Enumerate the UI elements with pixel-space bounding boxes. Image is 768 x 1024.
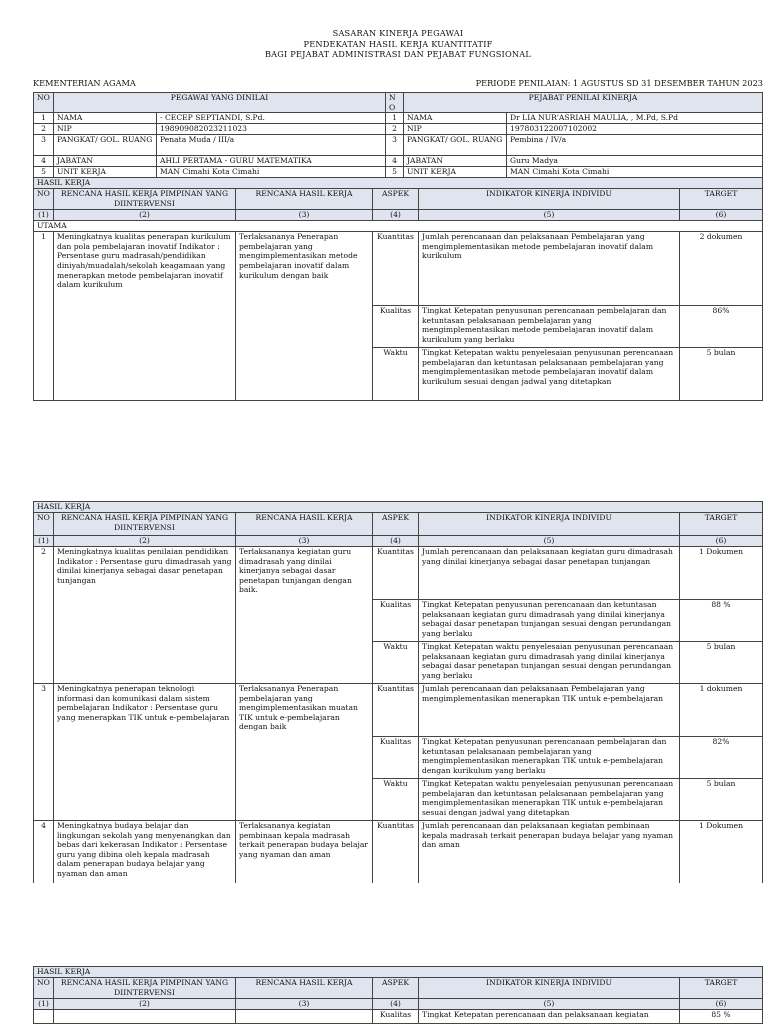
item-indikator: Jumlah perencanaan dan pelaksanaan kegiatan guru dimadrasah yang dinilai kinerjanya sebagai dasar penetapan tunjangan	[419, 547, 680, 600]
item-indikator: Tingkat Ketepatan waktu penyelesaian penyusunan perencanaan pembelajaran dan ketuntasan pelaksanaan pembelajaran yang mengimplementasikan metode pembelajaran inovatif dalam kurikulum sesuai dengan jadwal yang ditetapkan	[419, 348, 680, 401]
col-pimpinan: RENCANA HASIL KERJA PIMPINAN YANG DIINTERVENSI	[54, 978, 236, 999]
item-indikator: Tingkat Ketepatan penyusunan perencanaan dan ketuntasan pelaksanaan kegiatan guru dimadrasah yang dinilai kinerjanya sebagai dasar penetapan tunjangan sesuai dengan perundangan yang berlaku	[419, 600, 680, 642]
agency-label: KEMENTERIAN AGAMA	[33, 78, 136, 88]
col-num: (6)	[680, 999, 763, 1010]
item-target: 82%	[680, 737, 763, 779]
row-label: UNIT KERJA	[54, 167, 157, 178]
col-no: NO	[34, 978, 54, 999]
item-indikator: Tingkat Ketepatan penyusunan perencanaan pembelajaran dan ketuntasan pelaksanaan pembelajaran yang mengimplementasikan menerapkan TIK untuk e-pembelajaran dengan kurikulum yang berlaku	[419, 737, 680, 779]
item-indikator: Jumlah perencanaan dan pelaksanaan Pembelajaran yang mengimplementasikan metode pembelajaran inovatif dalam kurikulum	[419, 232, 680, 306]
item-rencana: Terlaksananya Penerapan pembelajaran yang mengimplementasikan metode pembelajaran inovatif dalam kurikulum dengan baik	[236, 232, 373, 401]
evaluated-header: PEGAWAI YANG DINILAI	[54, 93, 386, 113]
row-no: 5	[386, 167, 404, 178]
col-no: NO	[34, 189, 54, 210]
item-aspek: Kualitas	[373, 306, 419, 348]
item-target: 1 Dokumen	[680, 821, 763, 883]
col-target: TARGET	[680, 978, 763, 999]
item-indikator: Tingkat Ketepatan perencanaan dan pelaksanaan kegiatan	[419, 1010, 680, 1024]
item-aspek: Kuantitas	[373, 684, 419, 737]
col-num: (1)	[34, 536, 54, 547]
col-num: (5)	[419, 210, 680, 221]
evaluator-value: Guru Madya	[507, 156, 763, 167]
item-pimpinan: Meningkatnya kualitas penerapan kurikulum dan pola pembelajaran inovatif Indikator : Persentase guru madrasah/pendidikan diniyah/muadalah/sekolah keagamaan yang menerapkan metode pembelajaran inovatif dalam kurikulum	[54, 232, 236, 401]
row-label: PANGKAT/ GOL. RUANG	[54, 135, 157, 156]
col-aspek: ASPEK	[373, 978, 419, 999]
row-label: NIP	[404, 124, 507, 135]
col-num: (1)	[34, 999, 54, 1010]
item-indikator: Tingkat Ketepatan waktu penyelesaian penyusunan perencanaan pelaksanaan kegiatan guru dimadrasah yang dinilai kinerjanya sebagai dasar penetapan tunjangan sesuai dengan perundangan yang berlaku	[419, 642, 680, 684]
item-aspek: Kualitas	[373, 1010, 419, 1024]
col-num: (4)	[373, 999, 419, 1010]
col-rencana: RENCANA HASIL KERJA	[236, 513, 373, 536]
col-num: (5)	[419, 536, 680, 547]
item-aspek: Kuantitas	[373, 547, 419, 600]
item-pimpinan: Meningkatnya penerapan teknologi informasi dan komunikasi dalam sistem pembelajaran Indikator : Persentase guru yang menerapkan TIK untuk e-pembelajaran	[54, 684, 236, 821]
evaluated-value: Penata Muda / III/a	[157, 135, 386, 156]
item-rencana: Terlaksananya kegiatan guru dimadrasah yang dinilai kinerjanya sebagai dasar penetapan tunjangan dengan baik.	[236, 547, 373, 684]
row-no: 2	[386, 124, 404, 135]
row-no: 1	[386, 113, 404, 124]
item-target: 1 dokumen	[680, 684, 763, 737]
item-rencana: Terlaksananya Penerapan pembelajaran yang mengimplementasikan muatan TIK untuk e-pembelajaran dengan baik	[236, 684, 373, 821]
item-target: 86%	[680, 306, 763, 348]
col-num: (2)	[54, 999, 236, 1010]
people-no-header: NO	[34, 93, 54, 113]
people-row	[34, 156, 763, 167]
col-num: (3)	[236, 210, 373, 221]
doc-subtitle-2: BAGI PEJABAT ADMINISTRASI DAN PEJABAT FUNGSIONAL	[264, 49, 532, 59]
doc-title: SASARAN KINERJA PEGAWAI	[332, 28, 464, 38]
row-label: NIP	[54, 124, 157, 135]
item-pimpinan: Meningkatnya budaya belajar dan lingkungan sekolah yang menyenangkan dan bebas dari kekerasan Indikator : Persentase guru yang dibina oleh kepala madrasah dalam penerapan budaya belajar yang nyaman dan aman	[54, 821, 236, 883]
evaluator-header: PEJABAT PENILAI KINERJA	[404, 93, 763, 113]
item-aspek: Kuantitas	[373, 232, 419, 306]
item-target: 5 bulan	[680, 348, 763, 401]
col-no: NO	[34, 513, 54, 536]
row-label: JABATAN	[54, 156, 157, 167]
results-table-2	[33, 501, 763, 883]
item-target: 88 %	[680, 600, 763, 642]
table-row	[34, 547, 763, 600]
row-no: 2	[34, 124, 54, 135]
item-target: 1 Dokumen	[680, 547, 763, 600]
col-num: (1)	[34, 210, 54, 221]
item-indikator: Jumlah perencanaan dan pelaksanaan kegiatan pembinaan kepala madrasah terkait penerapan budaya belajar yang nyaman dan aman	[419, 821, 680, 883]
evaluator-value: Dr LIA NUR'ASRIAH MAULIA, , M.Pd, S.Pd	[507, 113, 763, 124]
item-indikator: Tingkat Ketepatan waktu penyelesaian penyusunan perencanaan pembelajaran dan ketuntasan pelaksanaan pembelajaran yang mengimplementasikan menerapkan TIK untuk e-pembelajaran sesuai dengan jadwal yang ditetapkan	[419, 779, 680, 821]
table-row	[34, 1010, 763, 1024]
row-label: PANGKAT/ GOL. RUANG	[404, 135, 507, 156]
col-rencana: RENCANA HASIL KERJA	[236, 978, 373, 999]
section-label: HASIL KERJA	[34, 967, 763, 978]
evaluator-value: Pembina / IV/a	[507, 135, 763, 156]
item-no: 1	[34, 232, 54, 401]
item-no: 2	[34, 547, 54, 684]
row-no: 4	[386, 156, 404, 167]
col-pimpinan: RENCANA HASIL KERJA PIMPINAN YANG DIINTERVENSI	[54, 513, 236, 536]
row-no: 5	[34, 167, 54, 178]
people-row	[34, 135, 763, 156]
block-2	[33, 501, 763, 883]
item-aspek: Kuantitas	[373, 821, 419, 883]
col-num: (3)	[236, 536, 373, 547]
row-no: 4	[34, 156, 54, 167]
item-pimpinan: Meningkatnya kualitas penilaian pendidikan Indikator : Persentase guru dimadrasah yang dinilai kinerjanya sebagai dasar penetapan tunjangan	[54, 547, 236, 684]
results-table-3	[33, 966, 763, 1024]
col-indikator: INDIKATOR KINERJA INDIVIDU	[419, 978, 680, 999]
period-label: PERIODE PENILAIAN: 1 AGUSTUS SD 31 DESEMBER TAHUN 2023	[475, 78, 763, 88]
evaluator-value: 197803122007102002	[507, 124, 763, 135]
evaluated-value: AHLI PERTAMA - GURU MATEMATIKA	[157, 156, 386, 167]
people-row	[34, 113, 763, 124]
block-3	[33, 966, 763, 1024]
item-target: 85 %	[680, 1010, 763, 1024]
col-num: (5)	[419, 999, 680, 1010]
item-target: 5 bulan	[680, 642, 763, 684]
row-no: 3	[386, 135, 404, 156]
col-pimpinan: RENCANA HASIL KERJA PIMPINAN YANG DIINTERVENSI	[54, 189, 236, 210]
row-label: JABATAN	[404, 156, 507, 167]
item-target: 2 dokumen	[680, 232, 763, 306]
people-row	[34, 124, 763, 135]
table-row	[34, 684, 763, 737]
row-no: 1	[34, 113, 54, 124]
section-label: HASIL KERJA	[34, 502, 763, 513]
col-num: (6)	[680, 210, 763, 221]
people-no-header-right: NO	[386, 93, 404, 113]
col-num: (6)	[680, 536, 763, 547]
item-aspek: Waktu	[373, 348, 419, 401]
evaluated-value: 198909082023211023	[157, 124, 386, 135]
item-aspek: Waktu	[373, 779, 419, 821]
col-num: (4)	[373, 210, 419, 221]
people-row	[34, 167, 763, 178]
col-indikator: INDIKATOR KINERJA INDIVIDU	[419, 189, 680, 210]
results-table-1	[33, 177, 763, 401]
col-aspek: ASPEK	[373, 513, 419, 536]
block-1	[33, 92, 763, 401]
row-no: 3	[34, 135, 54, 156]
col-rencana: RENCANA HASIL KERJA	[236, 189, 373, 210]
col-target: TARGET	[680, 189, 763, 210]
col-num: (3)	[236, 999, 373, 1010]
item-aspek: Kualitas	[373, 737, 419, 779]
col-aspek: ASPEK	[373, 189, 419, 210]
item-no: 4	[34, 821, 54, 883]
col-indikator: INDIKATOR KINERJA INDIVIDU	[419, 513, 680, 536]
item-target: 5 bulan	[680, 779, 763, 821]
section-label: HASIL KERJA	[34, 178, 763, 189]
table-row	[34, 232, 763, 306]
row-label: UNIT KERJA	[404, 167, 507, 178]
evaluator-value: MAN Cimahi Kota Cimahi	[507, 167, 763, 178]
document-header	[33, 28, 763, 60]
doc-subtitle: PENDEKATAN HASIL KERJA KUANTITATIF	[303, 38, 493, 49]
row-label: NAMA	[404, 113, 507, 124]
meta-row	[33, 78, 763, 88]
item-aspek: Waktu	[373, 642, 419, 684]
col-target: TARGET	[680, 513, 763, 536]
item-rencana: Terlaksananya kegiatan pembinaan kepala madrasah terkait penerapan budaya belajar yang nyaman dan aman	[236, 821, 373, 883]
col-num: (2)	[54, 536, 236, 547]
col-num: (4)	[373, 536, 419, 547]
evaluated-value: - CECEP SEPTIANDI, S.Pd.	[157, 113, 386, 124]
item-indikator: Tingkat Ketepatan penyusunan perencanaan pembelajaran dan ketuntasan pelaksanaan pembelajaran yang mengimplementasikan metode pembelajaran inovatif dalam kurikulum yang berlaku	[419, 306, 680, 348]
people-table	[33, 92, 763, 178]
item-indikator: Jumlah perencanaan dan pelaksanaan Pembelajaran yang mengimplementasikan menerapkan TIK untuk e-pembelajaran	[419, 684, 680, 737]
item-no: 3	[34, 684, 54, 821]
row-label: NAMA	[54, 113, 157, 124]
utama-label: UTAMA	[34, 221, 763, 232]
table-row	[34, 821, 763, 883]
item-aspek: Kualitas	[373, 600, 419, 642]
col-num: (2)	[54, 210, 236, 221]
evaluated-value: MAN Cimahi Kota Cimahi	[157, 167, 386, 178]
